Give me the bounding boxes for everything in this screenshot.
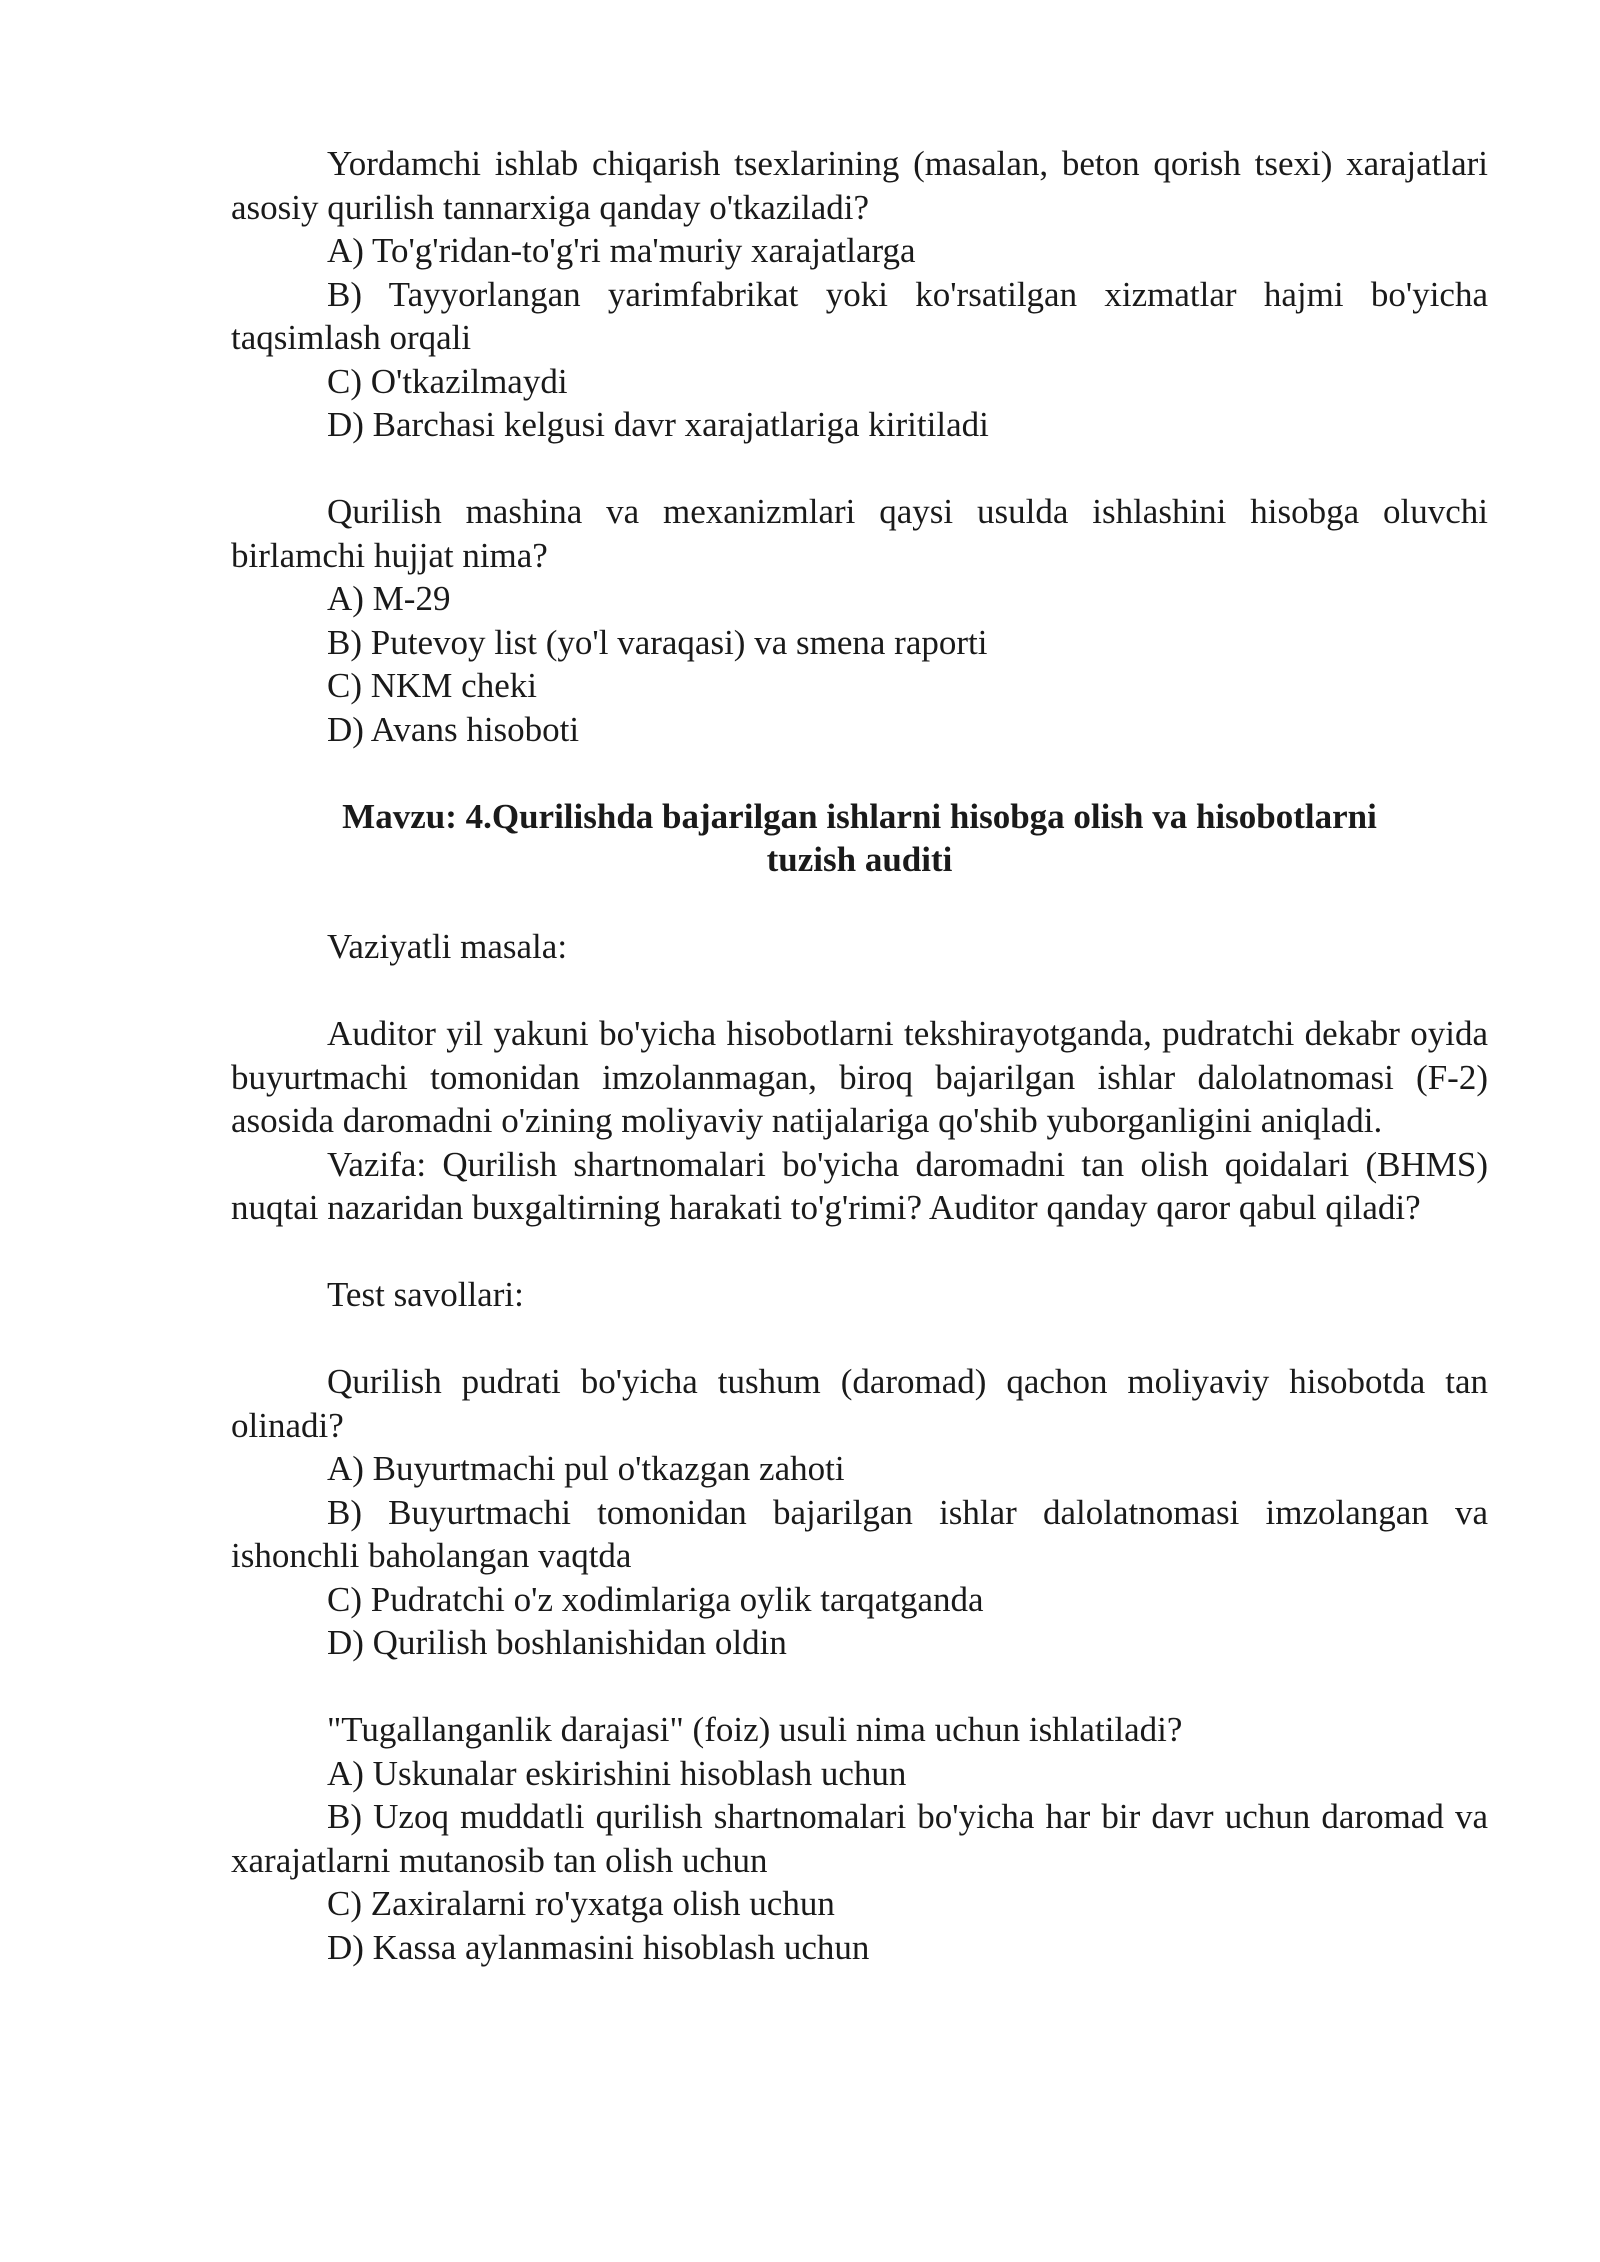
spacer	[231, 1665, 1488, 1709]
spacer	[231, 969, 1488, 1013]
question-2-option-d: D) Avans hisoboti	[327, 709, 580, 749]
question-2-text: Qurilish mashina va mexanizmlari qaysi usulda ishlashini hisobga oluvchi birlamchi hujjat nima?	[231, 492, 1488, 575]
question-3-option-b: B) Buyurtmachi tomonidan bajarilgan ishlar dalolatnomasi imzolangan va ishonchli baholangan vaqtda	[231, 1492, 1488, 1575]
topic-title-line-2: tuzish auditi	[766, 840, 953, 879]
question-1-option-b: B) Tayyorlangan yarimfabrikat yoki ko'rsatilgan xizmatlar hajmi bo'yicha taqsimlash orqali	[231, 274, 1488, 357]
question-3-text: Qurilish pudrati bo'yicha tushum (daromad) qachon moliyaviy hisobotda tan olinadi?	[231, 1362, 1488, 1445]
topic-heading	[231, 795, 1488, 882]
question-1-text: Yordamchi ishlab chiqarish tsexlarining (masalan, beton qorish tsexi) xarajatlari asosiy qurilish tannarxiga qanday o'tkaziladi?	[231, 144, 1488, 227]
document-page	[231, 142, 1488, 1969]
question-1-option-a: A) To'g'ridan-to'g'ri ma'muriy xarajatlarga	[327, 231, 916, 270]
question-4-text: "Tugallanganlik darajasi" (foiz) usuli nima uchun ishlatiladi?	[327, 1710, 1183, 1749]
question-4-option-b: B) Uzoq muddatli qurilish shartnomalari bo'yicha har bir davr uchun daromad va xarajatlarni mutanosib tan olish uchun	[231, 1797, 1488, 1880]
tests-label: Test savollari:	[327, 1275, 524, 1314]
question-2-option-a: A) M-29	[327, 579, 451, 618]
spacer	[231, 447, 1488, 491]
topic-title-line-1: Mavzu: 4.Qurilishda bajarilgan ishlarni hisobga olish va hisobotlarni	[342, 796, 1377, 836]
question-1-option-c: C) O'tkazilmaydi	[327, 361, 568, 401]
question-2-option-c: C) NKM cheki	[327, 666, 537, 705]
question-4-option-a: A) Uskunalar eskirishini hisoblash uchun	[327, 1753, 907, 1793]
question-4-option-c: C) Zaxiralarni ro'yxatga olish uchun	[327, 1884, 835, 1923]
question-2-option-b: B) Putevoy list (yo'l varaqasi) va smena raporti	[327, 622, 988, 662]
case-text: Auditor yil yakuni bo'yicha hisobotlarni tekshirayotganda, pudratchi dekabr oyida buyurtmachi tomonidan imzolanmagan, biroq bajarilgan ishlar dalolatnomasi (F-2) asosida daromadni o'zining moliyaviy natijalariga qo'shib yuborganligini aniqladi.	[231, 1014, 1488, 1140]
question-3-option-d: D) Qurilish boshlanishidan oldin	[327, 1623, 787, 1662]
question-1-option-d: D) Barchasi kelgusi davr xarajatlariga kiritiladi	[327, 405, 989, 444]
question-3-option-c: C) Pudratchi o'z xodimlariga oylik tarqatganda	[327, 1579, 984, 1619]
case-label: Vaziyatli masala:	[327, 927, 568, 966]
spacer	[231, 1317, 1488, 1361]
question-4-option-d: D) Kassa aylanmasini hisoblash uchun	[327, 1927, 870, 1967]
question-3-option-a: A) Buyurtmachi pul o'tkazgan zahoti	[327, 1449, 845, 1488]
spacer	[231, 1230, 1488, 1274]
spacer	[231, 882, 1488, 926]
spacer	[231, 751, 1488, 795]
case-task: Vazifa: Qurilish shartnomalari bo'yicha daromadni tan olish qoidalari (BHMS) nuqtai nazaridan buxgaltirning harakati to'g'rimi? Auditor qanday qaror qabul qiladi?	[231, 1144, 1488, 1227]
